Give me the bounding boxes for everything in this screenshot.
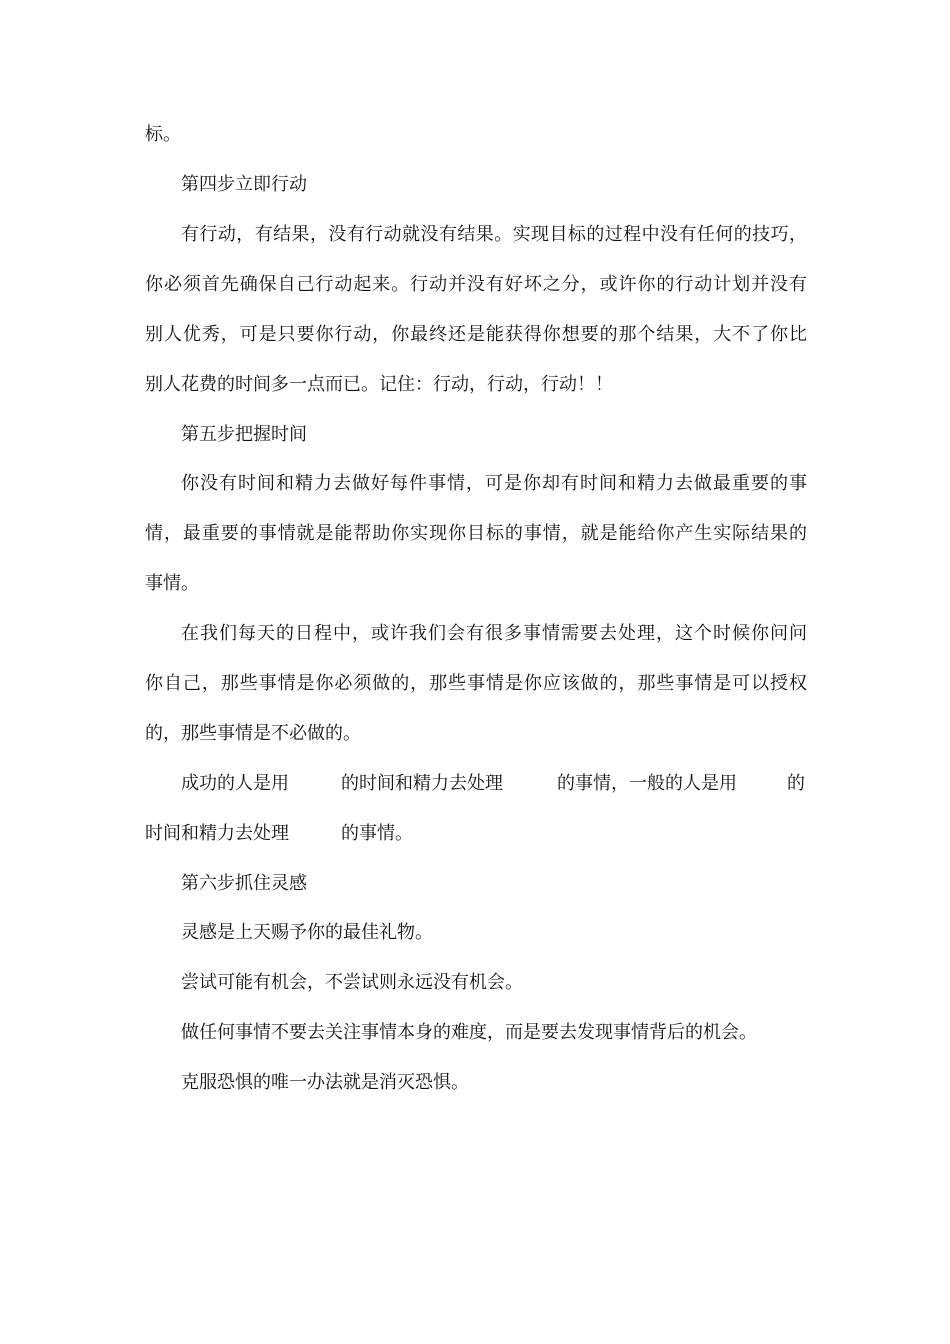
text-line: 克服恐惧的唯一办法就是消灭恐惧。 — [181, 1072, 469, 1093]
text-line: 你自己，那些事情是你必须做的，那些事情是你应该做的，那些事情是可以授权 — [145, 673, 807, 694]
text-segment: 的 — [787, 773, 805, 794]
text-segment: 的时间和精力去处理 — [341, 773, 503, 794]
text-line: 别人优秀，可是只要你行动，你最终还是能获得你想要的那个结果，大不了你比 — [145, 324, 807, 345]
text-line: 别人花费的时间多一点而已。记住：行动，行动，行动！！ — [145, 374, 613, 395]
text-segment: 成功的人是用 — [181, 773, 289, 794]
text-line: 做任何事情不要去关注事情本身的难度，而是要去发现事情背后的机会。 — [181, 1022, 757, 1043]
text-line: 你必须首先确保自己行动起来。行动并没有好坏之分，或许你的行动计划并没有 — [145, 274, 807, 295]
text-segment: 时间和精力去处理 — [145, 823, 289, 844]
section-heading: 第五步把握时间 — [181, 424, 307, 445]
text-line: 你没有时间和精力去做好每件事情，可是你却有时间和精力去做最重要的事 — [181, 473, 807, 494]
text-line: 的，那些事情是不必做的。 — [145, 723, 361, 744]
text-line: 在我们每天的日程中，或许我们会有很多事情需要去处理，这个时候你问问 — [181, 623, 807, 644]
text-line: 尝试可能有机会，不尝试则永远没有机会。 — [181, 972, 523, 993]
text-segment: 的事情。 — [341, 823, 413, 844]
text-segment: 的事情，一般的人是用 — [557, 773, 737, 794]
section-heading: 第四步立即行动 — [181, 174, 307, 195]
text-line: 标。 — [145, 124, 181, 145]
text-line: 有行动，有结果，没有行动就没有结果。实现目标的过程中没有任何的技巧， — [181, 224, 807, 245]
section-heading: 第六步抓住灵感 — [181, 873, 307, 894]
text-line: 灵感是上天赐予你的最佳礼物。 — [181, 922, 433, 943]
text-line: 情，最重要的事情就是能帮助你实现你目标的事情，就是能给你产生实际结果的 — [145, 523, 807, 544]
text-line: 事情。 — [145, 573, 199, 594]
